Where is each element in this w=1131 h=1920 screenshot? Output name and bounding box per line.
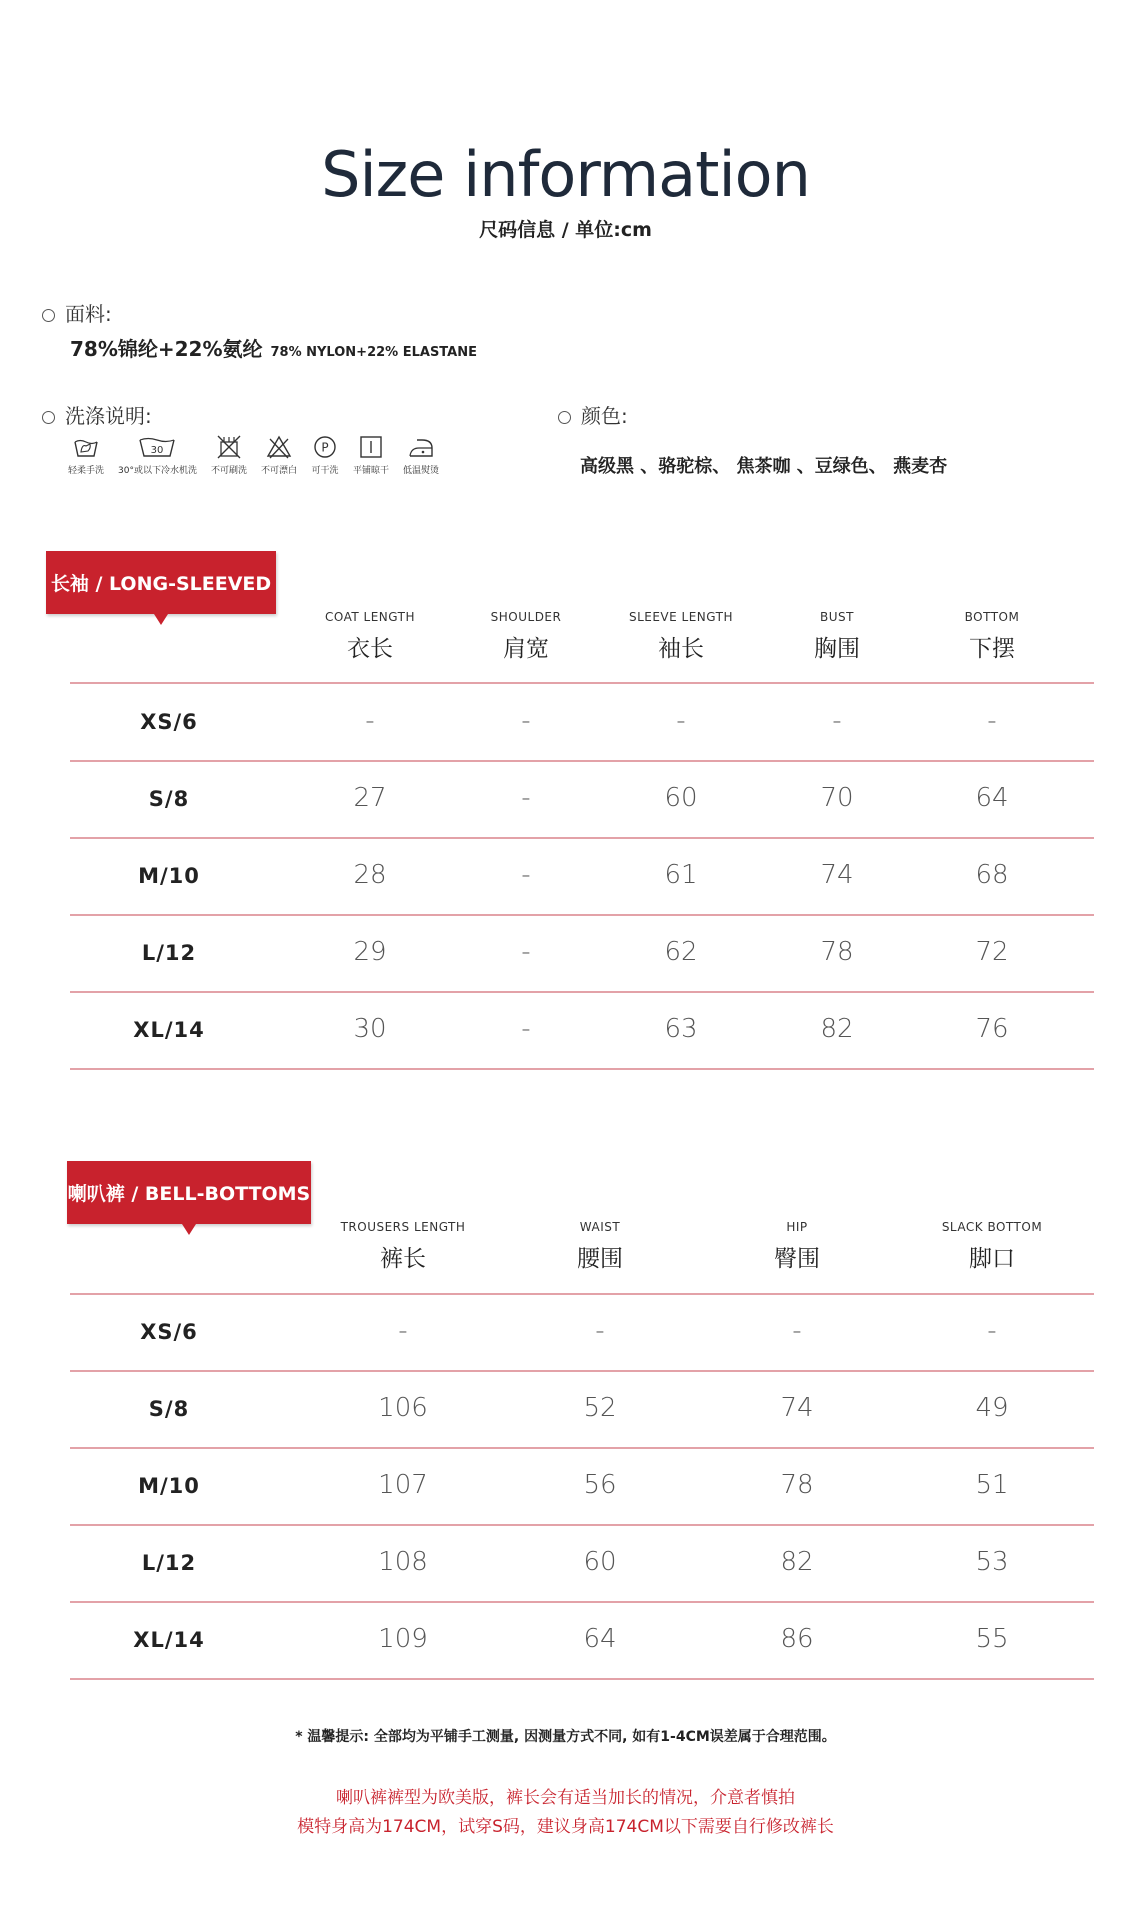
- size-label: S/8: [148, 1397, 190, 1421]
- size-label: M/10: [138, 1474, 200, 1498]
- table-rule: [70, 1068, 1094, 1070]
- bullet-circle-icon: [42, 309, 55, 322]
- fit-note-line2: 模特身高为174CM，试穿S码，建议身高174CM以下需要自行修改裤长: [297, 1817, 834, 1837]
- col-head-waist: WAIST 腰围: [577, 1220, 623, 1272]
- fit-note-line1: 喇叭裤裤型为欧美版，裤长会有适当加长的情况，介意者慎拍: [336, 1788, 795, 1808]
- fabric-value-en: 78% NYLON+22% ELASTANE: [270, 345, 477, 360]
- table-cell: -: [521, 1014, 531, 1044]
- table-rule: [70, 682, 1094, 684]
- size-label: L/12: [141, 1551, 197, 1575]
- table-cell: 29: [353, 937, 387, 967]
- wash-item: 平铺晾干: [353, 434, 389, 476]
- table-rule: [70, 760, 1094, 762]
- table-cell: -: [521, 706, 531, 736]
- wash-item: 低温熨烫: [403, 434, 439, 476]
- table-cell: -: [832, 706, 842, 736]
- flat-dry-icon: [357, 434, 385, 460]
- size-label: XL/14: [133, 1018, 205, 1042]
- table-cell: -: [521, 783, 531, 813]
- hand-wash-icon: [72, 434, 100, 460]
- wash-item: 不可刷洗: [211, 434, 247, 476]
- table-cell: 53: [975, 1547, 1009, 1577]
- table-cell: 64: [975, 783, 1009, 813]
- table-cell: -: [987, 706, 997, 736]
- table-cell: 56: [583, 1470, 617, 1500]
- table-cell: 82: [780, 1547, 814, 1577]
- table-rule: [70, 1447, 1094, 1449]
- table-cell: 55: [975, 1624, 1009, 1654]
- table-rule: [70, 914, 1094, 916]
- wash-item: 30 30°或以下冷水机洗: [118, 434, 197, 476]
- table-cell: 76: [975, 1014, 1009, 1044]
- size-label: XL/14: [133, 1628, 205, 1652]
- size-label: L/12: [141, 941, 197, 965]
- table-cell: 72: [975, 937, 1009, 967]
- low-iron-icon: [407, 434, 435, 460]
- table-cell: 108: [378, 1547, 428, 1577]
- col-head-shoulder: SHOULDER 肩宽: [490, 610, 562, 662]
- colors-label: 颜色:: [558, 400, 628, 429]
- wash-icons-row: [68, 434, 453, 476]
- table-cell: -: [595, 1316, 605, 1346]
- table-cell: 106: [378, 1393, 428, 1423]
- table-cell: 74: [780, 1393, 814, 1423]
- table-cell: 78: [780, 1470, 814, 1500]
- col-head-sleeve-length: SLEEVE LENGTH 袖长: [628, 610, 734, 662]
- machine-wash-30-icon: [137, 434, 177, 460]
- table-cell: 27: [353, 783, 387, 813]
- table-rule: [70, 1601, 1094, 1603]
- bullet-circle-icon: [42, 411, 55, 424]
- table-cell: 64: [583, 1624, 617, 1654]
- svg-text:P: P: [321, 440, 329, 455]
- page-title: Size information: [321, 138, 810, 211]
- table-cell: -: [987, 1316, 997, 1346]
- table-cell: 49: [975, 1393, 1009, 1423]
- table-cell: 62: [664, 937, 698, 967]
- bell-bottoms-tag: 喇叭裤 / BELL-BOTTOMS: [67, 1161, 311, 1224]
- fabric-value-zh: 78%锦纶+22%氨纶: [70, 337, 263, 361]
- fabric-value: [70, 333, 477, 362]
- table-cell: -: [521, 937, 531, 967]
- table-rule: [70, 1524, 1094, 1526]
- table-cell: 82: [820, 1014, 854, 1044]
- table-cell: 78: [820, 937, 854, 967]
- col-head-bottom: BOTTOM 下摆: [964, 610, 1020, 662]
- table-rule: [70, 1678, 1094, 1680]
- wash-item: 不可漂白: [261, 434, 297, 476]
- table-cell: 70: [820, 783, 854, 813]
- col-head-coat-length: COAT LENGTH 衣长: [324, 610, 415, 662]
- no-bleach-icon: [265, 434, 293, 460]
- table-cell: 109: [378, 1624, 428, 1654]
- dry-clean-p-icon: [311, 434, 339, 460]
- table-cell: -: [521, 860, 531, 890]
- table-rule: [70, 1293, 1094, 1295]
- svg-text:30: 30: [151, 445, 164, 456]
- fabric-label: 面料:: [42, 298, 112, 327]
- table-cell: 107: [378, 1470, 428, 1500]
- table-rule: [70, 991, 1094, 993]
- size-label: S/8: [148, 787, 190, 811]
- table-cell: -: [398, 1316, 408, 1346]
- no-brush-icon: [215, 434, 243, 460]
- colors-value: 高级黑 、骆驼棕、 焦茶咖 、豆绿色、 燕麦杏: [580, 456, 948, 477]
- table-cell: 28: [353, 860, 387, 890]
- table-cell: -: [792, 1316, 802, 1346]
- table-cell: -: [365, 706, 375, 736]
- wash-item: 轻柔手洗: [68, 434, 104, 476]
- table-rule: [70, 837, 1094, 839]
- page-subtitle: 尺码信息 / 单位:cm: [479, 219, 652, 241]
- col-head-hip: HIP 臀围: [774, 1220, 820, 1272]
- wash-item: P 可干洗: [311, 434, 339, 476]
- table-cell: 86: [780, 1624, 814, 1654]
- table-cell: 68: [975, 860, 1009, 890]
- table-cell: 51: [975, 1470, 1009, 1500]
- bullet-circle-icon: [558, 411, 571, 424]
- table-cell: 60: [664, 783, 698, 813]
- col-head-trousers-length: TROUSERS LENGTH 裤长: [340, 1220, 466, 1272]
- table-cell: 30: [353, 1014, 387, 1044]
- table-cell: 60: [583, 1547, 617, 1577]
- table-cell: 74: [820, 860, 854, 890]
- table-rule: [70, 1370, 1094, 1372]
- measurement-tip: * 温馨提示: 全部均为平铺手工测量, 因测量方式不同, 如有1-4CM误差属于合理范围。: [295, 1729, 836, 1745]
- washing-label: 洗涤说明:: [42, 400, 152, 429]
- table-cell: 61: [664, 860, 698, 890]
- col-head-bust: BUST 胸围: [814, 610, 860, 662]
- long-sleeved-tag: 长袖 / LONG-SLEEVED: [46, 551, 276, 614]
- table-cell: 63: [664, 1014, 698, 1044]
- table-cell: 52: [583, 1393, 617, 1423]
- col-head-slack-bottom: SLACK BOTTOM 脚口: [941, 1220, 1043, 1272]
- table-cell: -: [676, 706, 686, 736]
- size-label: XS/6: [140, 710, 198, 734]
- size-label: XS/6: [140, 1320, 198, 1344]
- size-label: M/10: [138, 864, 200, 888]
